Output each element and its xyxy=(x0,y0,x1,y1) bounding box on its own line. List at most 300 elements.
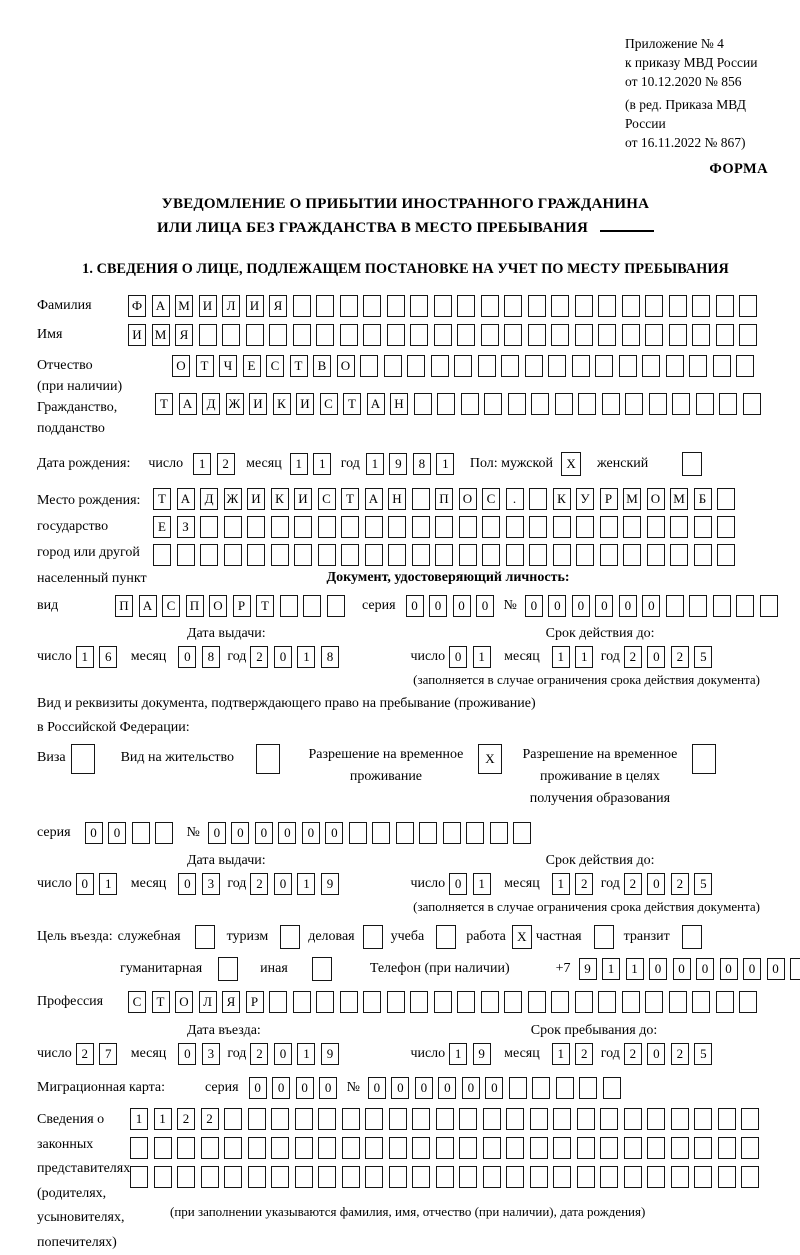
form-cell[interactable] xyxy=(436,1137,454,1159)
form-cell[interactable] xyxy=(387,295,405,317)
form-cell[interactable] xyxy=(623,544,641,566)
form-cell[interactable] xyxy=(280,595,298,617)
form-cell[interactable]: Н xyxy=(388,488,406,510)
form-cell[interactable]: 0 xyxy=(429,595,447,617)
form-cell[interactable] xyxy=(459,1166,477,1188)
form-cell[interactable]: 0 xyxy=(391,1077,409,1099)
form-cell[interactable] xyxy=(459,1137,477,1159)
form-cell[interactable] xyxy=(670,544,688,566)
form-cell[interactable]: 0 xyxy=(572,595,590,617)
sex-female-checkbox[interactable] xyxy=(682,452,702,476)
purpose-transit-checkbox[interactable] xyxy=(682,925,702,949)
form-cell[interactable] xyxy=(224,1137,242,1159)
form-cell[interactable] xyxy=(365,1108,383,1130)
form-cell[interactable] xyxy=(342,1108,360,1130)
form-cell[interactable] xyxy=(482,516,500,538)
form-cell[interactable] xyxy=(696,393,714,415)
form-cell[interactable]: 1 xyxy=(313,453,331,475)
form-cell[interactable]: Я xyxy=(222,991,240,1013)
form-cell[interactable]: 0 xyxy=(647,873,665,895)
form-cell[interactable] xyxy=(387,324,405,346)
reps-row1-input[interactable] xyxy=(130,1108,765,1130)
form-cell[interactable] xyxy=(271,1137,289,1159)
form-cell[interactable] xyxy=(741,1108,759,1130)
form-cell[interactable]: Р xyxy=(246,991,264,1013)
form-cell[interactable] xyxy=(412,488,430,510)
form-cell[interactable]: М xyxy=(175,295,193,317)
form-cell[interactable]: 1 xyxy=(99,873,117,895)
form-cell[interactable]: 1 xyxy=(297,1043,315,1065)
form-cell[interactable] xyxy=(694,544,712,566)
form-cell[interactable] xyxy=(365,1166,383,1188)
form-cell[interactable]: 3 xyxy=(202,873,220,895)
form-cell[interactable]: И xyxy=(247,488,265,510)
form-cell[interactable] xyxy=(295,1166,313,1188)
form-cell[interactable] xyxy=(572,355,590,377)
form-cell[interactable] xyxy=(669,295,687,317)
form-cell[interactable] xyxy=(434,991,452,1013)
visa-checkbox[interactable] xyxy=(71,744,95,774)
doc-issue-day-input[interactable] xyxy=(76,646,123,668)
form-cell[interactable] xyxy=(295,1108,313,1130)
form-cell[interactable] xyxy=(271,516,289,538)
form-cell[interactable]: 2 xyxy=(624,873,642,895)
form-cell[interactable]: 0 xyxy=(647,1043,665,1065)
form-cell[interactable] xyxy=(201,1137,219,1159)
form-cell[interactable] xyxy=(389,1137,407,1159)
form-cell[interactable] xyxy=(717,516,735,538)
doc-valid-year-input[interactable] xyxy=(624,646,718,668)
form-cell[interactable]: 0 xyxy=(438,1077,456,1099)
form-cell[interactable] xyxy=(132,822,150,844)
form-cell[interactable] xyxy=(459,544,477,566)
form-cell[interactable] xyxy=(718,1108,736,1130)
form-cell[interactable]: 1 xyxy=(76,646,94,668)
form-cell[interactable] xyxy=(508,393,526,415)
form-cell[interactable]: 2 xyxy=(250,1043,268,1065)
form-cell[interactable] xyxy=(647,1166,665,1188)
form-cell[interactable]: О xyxy=(172,355,190,377)
form-cell[interactable]: 1 xyxy=(626,958,644,980)
form-cell[interactable]: 0 xyxy=(178,1043,196,1065)
form-cell[interactable] xyxy=(504,991,522,1013)
form-cell[interactable]: А xyxy=(152,295,170,317)
birth-place-row3-input[interactable] xyxy=(153,544,743,566)
form-cell[interactable]: 0 xyxy=(476,595,494,617)
form-cell[interactable] xyxy=(303,595,321,617)
form-cell[interactable]: И xyxy=(249,393,267,415)
form-cell[interactable] xyxy=(578,393,596,415)
form-cell[interactable]: 5 xyxy=(694,1043,712,1065)
form-cell[interactable] xyxy=(384,355,402,377)
form-cell[interactable] xyxy=(327,595,345,617)
form-cell[interactable]: С xyxy=(128,991,146,1013)
form-cell[interactable]: Д xyxy=(202,393,220,415)
form-cell[interactable]: 0 xyxy=(319,1077,337,1099)
form-cell[interactable]: М xyxy=(623,488,641,510)
form-cell[interactable] xyxy=(506,516,524,538)
form-cell[interactable] xyxy=(360,355,378,377)
form-cell[interactable] xyxy=(506,1166,524,1188)
form-cell[interactable] xyxy=(481,991,499,1013)
form-cell[interactable]: Я xyxy=(175,324,193,346)
form-cell[interactable] xyxy=(466,822,484,844)
form-cell[interactable]: 2 xyxy=(575,1043,593,1065)
form-cell[interactable] xyxy=(483,1166,501,1188)
form-cell[interactable] xyxy=(365,544,383,566)
form-cell[interactable] xyxy=(200,544,218,566)
form-cell[interactable]: И xyxy=(199,295,217,317)
form-cell[interactable] xyxy=(741,1166,759,1188)
form-cell[interactable]: 0 xyxy=(249,1077,267,1099)
form-cell[interactable] xyxy=(506,1108,524,1130)
form-cell[interactable]: К xyxy=(271,488,289,510)
citizenship-input[interactable] xyxy=(155,393,766,415)
form-cell[interactable] xyxy=(410,991,428,1013)
form-cell[interactable]: 0 xyxy=(673,958,691,980)
form-cell[interactable] xyxy=(647,516,665,538)
form-cell[interactable]: З xyxy=(177,516,195,538)
form-cell[interactable] xyxy=(155,822,173,844)
form-cell[interactable]: Т xyxy=(290,355,308,377)
birth-place-row2-input[interactable] xyxy=(153,516,743,538)
purpose-humanitarian-checkbox[interactable] xyxy=(218,957,238,981)
form-cell[interactable] xyxy=(551,295,569,317)
form-cell[interactable] xyxy=(600,1166,618,1188)
form-cell[interactable] xyxy=(576,516,594,538)
form-cell[interactable] xyxy=(642,355,660,377)
phone-input[interactable] xyxy=(579,958,800,980)
form-cell[interactable]: К xyxy=(273,393,291,415)
form-cell[interactable] xyxy=(736,355,754,377)
form-cell[interactable] xyxy=(647,1137,665,1159)
form-cell[interactable] xyxy=(600,1137,618,1159)
form-cell[interactable] xyxy=(271,544,289,566)
form-cell[interactable]: С xyxy=(320,393,338,415)
form-cell[interactable] xyxy=(130,1166,148,1188)
form-cell[interactable] xyxy=(556,1077,574,1099)
form-cell[interactable] xyxy=(576,544,594,566)
form-cell[interactable] xyxy=(719,393,737,415)
form-cell[interactable] xyxy=(195,925,215,949)
doc-number-input[interactable] xyxy=(525,595,784,617)
form-cell[interactable] xyxy=(649,393,667,415)
form-cell[interactable] xyxy=(436,925,456,949)
form-cell[interactable] xyxy=(316,295,334,317)
form-cell[interactable] xyxy=(414,393,432,415)
doc-kind-input[interactable] xyxy=(115,595,350,617)
form-cell[interactable] xyxy=(434,295,452,317)
form-cell[interactable] xyxy=(553,544,571,566)
form-cell[interactable]: 0 xyxy=(325,822,343,844)
form-cell[interactable]: Р xyxy=(600,488,618,510)
form-cell[interactable] xyxy=(340,991,358,1013)
form-cell[interactable] xyxy=(532,1077,550,1099)
form-cell[interactable]: 6 xyxy=(99,646,117,668)
name-input[interactable] xyxy=(128,324,763,346)
purpose-official-checkbox[interactable] xyxy=(195,925,215,949)
form-cell[interactable] xyxy=(342,1137,360,1159)
form-cell[interactable] xyxy=(153,544,171,566)
form-cell[interactable] xyxy=(548,355,566,377)
form-cell[interactable] xyxy=(222,324,240,346)
form-cell[interactable] xyxy=(341,516,359,538)
form-cell[interactable] xyxy=(528,991,546,1013)
form-cell[interactable] xyxy=(619,355,637,377)
form-cell[interactable] xyxy=(692,744,716,774)
form-cell[interactable]: 0 xyxy=(485,1077,503,1099)
form-cell[interactable] xyxy=(718,1166,736,1188)
form-cell[interactable] xyxy=(349,822,367,844)
form-cell[interactable] xyxy=(316,324,334,346)
form-cell[interactable] xyxy=(506,1137,524,1159)
form-cell[interactable]: С xyxy=(266,355,284,377)
form-cell[interactable] xyxy=(513,822,531,844)
form-cell[interactable] xyxy=(694,1137,712,1159)
form-cell[interactable] xyxy=(509,1077,527,1099)
form-cell[interactable] xyxy=(553,1166,571,1188)
form-cell[interactable] xyxy=(529,544,547,566)
res-series-input[interactable] xyxy=(85,822,179,844)
form-cell[interactable] xyxy=(457,991,475,1013)
form-cell[interactable]: 2 xyxy=(624,1043,642,1065)
mig-number-input[interactable] xyxy=(368,1077,627,1099)
form-cell[interactable] xyxy=(739,295,757,317)
form-cell[interactable]: 9 xyxy=(389,453,407,475)
form-cell[interactable] xyxy=(294,516,312,538)
form-cell[interactable]: 7 xyxy=(99,1043,117,1065)
form-cell[interactable] xyxy=(598,991,616,1013)
form-cell[interactable] xyxy=(295,1137,313,1159)
birth-month-input[interactable] xyxy=(290,453,337,475)
form-cell[interactable] xyxy=(481,324,499,346)
form-cell[interactable]: Ж xyxy=(224,488,242,510)
entry-year-input[interactable] xyxy=(250,1043,344,1065)
form-cell[interactable] xyxy=(201,1166,219,1188)
form-cell[interactable]: 0 xyxy=(274,873,292,895)
form-cell[interactable] xyxy=(530,1137,548,1159)
residence-permit-checkbox[interactable] xyxy=(256,744,280,774)
form-cell[interactable] xyxy=(713,355,731,377)
form-cell[interactable] xyxy=(71,744,95,774)
form-cell[interactable] xyxy=(177,1137,195,1159)
form-cell[interactable] xyxy=(624,1166,642,1188)
form-cell[interactable]: Т xyxy=(256,595,274,617)
form-cell[interactable] xyxy=(647,544,665,566)
form-cell[interactable]: 0 xyxy=(415,1077,433,1099)
form-cell[interactable]: В xyxy=(313,355,331,377)
form-cell[interactable]: 2 xyxy=(177,1108,195,1130)
form-cell[interactable] xyxy=(622,991,640,1013)
form-cell[interactable] xyxy=(435,544,453,566)
doc-issue-month-input[interactable] xyxy=(178,646,225,668)
form-cell[interactable] xyxy=(530,1108,548,1130)
form-cell[interactable]: 9 xyxy=(321,873,339,895)
form-cell[interactable] xyxy=(412,1137,430,1159)
form-cell[interactable] xyxy=(372,822,390,844)
form-cell[interactable] xyxy=(342,1166,360,1188)
form-cell[interactable] xyxy=(716,324,734,346)
form-cell[interactable] xyxy=(579,1077,597,1099)
form-cell[interactable]: О xyxy=(459,488,477,510)
form-cell[interactable] xyxy=(603,1077,621,1099)
form-cell[interactable]: И xyxy=(128,324,146,346)
form-cell[interactable]: 1 xyxy=(552,1043,570,1065)
form-cell[interactable]: X xyxy=(561,452,581,476)
form-cell[interactable] xyxy=(490,822,508,844)
form-cell[interactable] xyxy=(692,295,710,317)
form-cell[interactable] xyxy=(645,324,663,346)
form-cell[interactable] xyxy=(736,595,754,617)
form-cell[interactable]: 1 xyxy=(552,646,570,668)
res-issue-day-input[interactable] xyxy=(76,873,123,895)
form-cell[interactable] xyxy=(713,595,731,617)
reps-row3-input[interactable] xyxy=(130,1166,765,1188)
form-cell[interactable] xyxy=(501,355,519,377)
form-cell[interactable]: О xyxy=(337,355,355,377)
form-cell[interactable] xyxy=(396,822,414,844)
form-cell[interactable]: 0 xyxy=(647,646,665,668)
form-cell[interactable] xyxy=(622,295,640,317)
form-cell[interactable]: Т xyxy=(155,393,173,415)
form-cell[interactable] xyxy=(269,991,287,1013)
form-cell[interactable]: Ф xyxy=(128,295,146,317)
form-cell[interactable] xyxy=(457,324,475,346)
form-cell[interactable] xyxy=(694,1166,712,1188)
form-cell[interactable]: 2 xyxy=(575,873,593,895)
form-cell[interactable]: Т xyxy=(196,355,214,377)
form-cell[interactable]: 0 xyxy=(453,595,471,617)
form-cell[interactable]: М xyxy=(152,324,170,346)
form-cell[interactable] xyxy=(531,393,549,415)
purpose-tourism-checkbox[interactable] xyxy=(280,925,300,949)
doc-valid-day-input[interactable] xyxy=(449,646,496,668)
form-cell[interactable] xyxy=(645,991,663,1013)
form-cell[interactable] xyxy=(454,355,472,377)
form-cell[interactable]: П xyxy=(435,488,453,510)
form-cell[interactable]: Е xyxy=(153,516,171,538)
form-cell[interactable] xyxy=(248,1137,266,1159)
mig-series-input[interactable] xyxy=(249,1077,343,1099)
form-cell[interactable]: 0 xyxy=(178,646,196,668)
form-cell[interactable]: И xyxy=(296,393,314,415)
form-cell[interactable] xyxy=(525,355,543,377)
form-cell[interactable]: 1 xyxy=(473,873,491,895)
form-cell[interactable]: 3 xyxy=(202,1043,220,1065)
form-cell[interactable]: 0 xyxy=(449,646,467,668)
form-cell[interactable] xyxy=(694,516,712,538)
form-cell[interactable] xyxy=(412,516,430,538)
form-cell[interactable] xyxy=(224,1108,242,1130)
res-issue-year-input[interactable] xyxy=(250,873,344,895)
form-cell[interactable]: 0 xyxy=(178,873,196,895)
form-cell[interactable]: 1 xyxy=(366,453,384,475)
form-cell[interactable] xyxy=(483,1137,501,1159)
form-cell[interactable] xyxy=(224,1166,242,1188)
form-cell[interactable] xyxy=(177,544,195,566)
form-cell[interactable]: 0 xyxy=(720,958,738,980)
form-cell[interactable]: М xyxy=(670,488,688,510)
form-cell[interactable]: 0 xyxy=(619,595,637,617)
form-cell[interactable] xyxy=(600,516,618,538)
form-cell[interactable] xyxy=(577,1166,595,1188)
form-cell[interactable] xyxy=(200,516,218,538)
form-cell[interactable] xyxy=(363,925,383,949)
form-cell[interactable]: 0 xyxy=(368,1077,386,1099)
form-cell[interactable]: Б xyxy=(694,488,712,510)
form-cell[interactable] xyxy=(624,1108,642,1130)
form-cell[interactable]: Е xyxy=(243,355,261,377)
form-cell[interactable]: 1 xyxy=(130,1108,148,1130)
form-cell[interactable]: X xyxy=(512,925,532,949)
form-cell[interactable]: 9 xyxy=(579,958,597,980)
form-cell[interactable]: Д xyxy=(200,488,218,510)
form-cell[interactable]: И xyxy=(246,295,264,317)
form-cell[interactable] xyxy=(365,1137,383,1159)
form-cell[interactable] xyxy=(218,957,238,981)
form-cell[interactable] xyxy=(555,393,573,415)
form-cell[interactable]: 1 xyxy=(449,1043,467,1065)
form-cell[interactable] xyxy=(340,324,358,346)
form-cell[interactable] xyxy=(595,355,613,377)
form-cell[interactable] xyxy=(293,991,311,1013)
form-cell[interactable] xyxy=(365,516,383,538)
form-cell[interactable] xyxy=(154,1137,172,1159)
form-cell[interactable] xyxy=(553,516,571,538)
form-cell[interactable] xyxy=(739,324,757,346)
form-cell[interactable] xyxy=(388,544,406,566)
form-cell[interactable]: 1 xyxy=(473,646,491,668)
form-cell[interactable] xyxy=(437,393,455,415)
form-cell[interactable] xyxy=(412,1166,430,1188)
surname-input[interactable] xyxy=(128,295,763,317)
form-cell[interactable] xyxy=(318,544,336,566)
form-cell[interactable] xyxy=(388,516,406,538)
form-cell[interactable] xyxy=(718,1137,736,1159)
doc-issue-year-input[interactable] xyxy=(250,646,344,668)
form-cell[interactable]: И xyxy=(294,488,312,510)
form-cell[interactable] xyxy=(434,324,452,346)
form-cell[interactable]: С xyxy=(162,595,180,617)
form-cell[interactable] xyxy=(790,958,800,980)
form-cell[interactable]: 2 xyxy=(250,646,268,668)
birth-day-input[interactable] xyxy=(193,453,240,475)
form-cell[interactable] xyxy=(407,355,425,377)
form-cell[interactable]: А xyxy=(139,595,157,617)
form-cell[interactable]: 0 xyxy=(85,822,103,844)
form-cell[interactable]: 0 xyxy=(406,595,424,617)
form-cell[interactable] xyxy=(457,295,475,317)
form-cell[interactable] xyxy=(577,1137,595,1159)
form-cell[interactable] xyxy=(602,393,620,415)
form-cell[interactable] xyxy=(689,595,707,617)
form-cell[interactable] xyxy=(692,991,710,1013)
form-cell[interactable] xyxy=(743,393,761,415)
form-cell[interactable] xyxy=(682,925,702,949)
purpose-other-checkbox[interactable] xyxy=(312,957,332,981)
form-cell[interactable]: Т xyxy=(153,488,171,510)
form-cell[interactable]: С xyxy=(482,488,500,510)
form-cell[interactable] xyxy=(461,393,479,415)
form-cell[interactable] xyxy=(483,1108,501,1130)
form-cell[interactable] xyxy=(248,1166,266,1188)
form-cell[interactable]: 2 xyxy=(250,873,268,895)
form-cell[interactable] xyxy=(553,1108,571,1130)
form-cell[interactable] xyxy=(741,1137,759,1159)
form-cell[interactable] xyxy=(716,991,734,1013)
form-cell[interactable] xyxy=(625,393,643,415)
form-cell[interactable]: Л xyxy=(222,295,240,317)
